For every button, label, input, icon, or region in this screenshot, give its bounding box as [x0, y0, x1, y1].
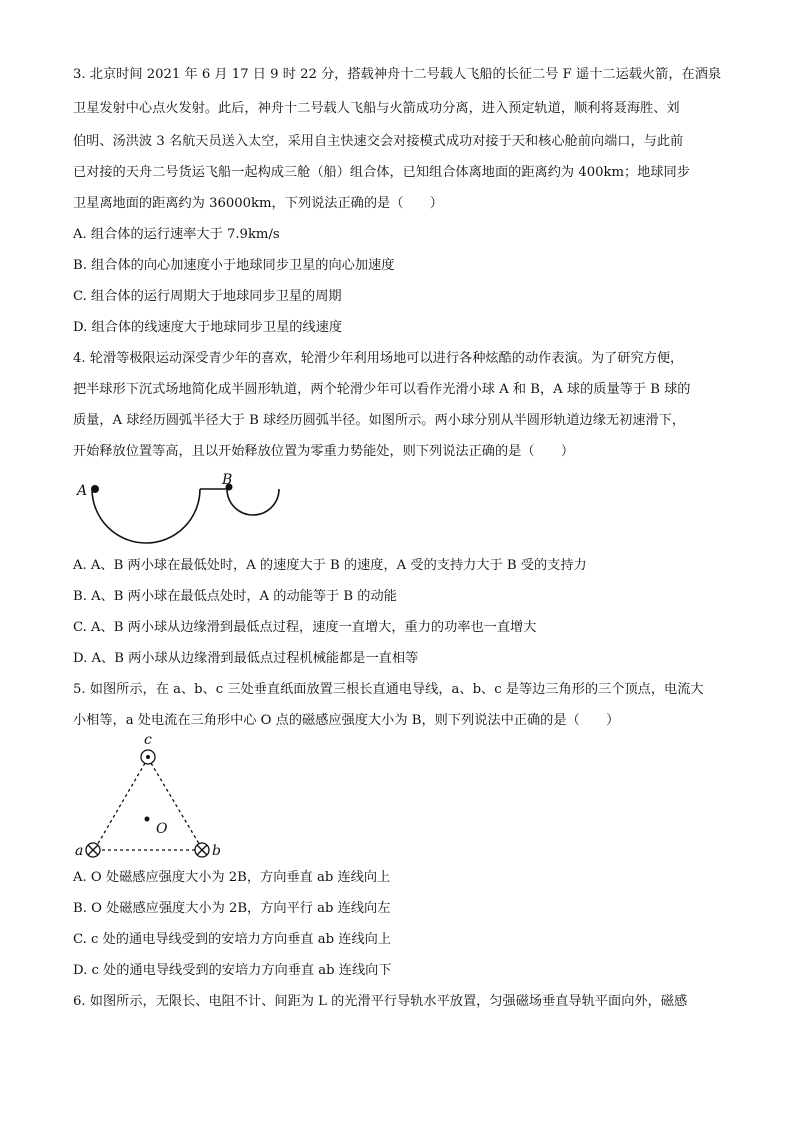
q3-line-1: 3. 北京时间 2021 年 6 月 17 日 9 时 22 分，搭载神舟十二号载人飞船的长征二号 F 遥十二运载火箭，在酒泉	[73, 67, 722, 82]
center-point-o	[145, 817, 150, 822]
q5-option-d: D. c 处的通电导线受到的安培力方向垂直 ab 连线向下	[73, 963, 392, 978]
q4-line-3: 质量，A 球经历圆弧半径大于 B 球经历圆弧半径。如图所示。两小球分别从半圆形轨道边缘无初速滑下，	[73, 413, 686, 428]
label-a: A	[77, 483, 88, 499]
q5-option-b: B. O 处磁感应强度大小为 2B，方向平行 ab 连线向左	[73, 901, 391, 916]
q5-line-1: 5. 如图所示，在 a、b、c 三处垂直纸面放置三根长直通电导线，a、b、c 是等边三角形的三个顶点，电流大	[73, 682, 704, 697]
q4-option-b: B. A、B 两小球在最低点处时，A 的动能等于 B 的动能	[73, 589, 397, 604]
q4-line-4: 开始释放位置等高，且以开始释放位置为零重力势能处，则下列说法正确的是（ ）	[73, 444, 575, 459]
label-a: a	[75, 843, 84, 859]
side-ca	[96, 758, 148, 847]
q4-line-2: 把半球形下沉式场地简化成半圆形轨道，两个轮滑少年可以看作光滑小球 A 和 B，A 球的质量等于 B 球的	[73, 382, 691, 397]
q5-option-a: A. O 处磁感应强度大小为 2B，方向垂直 ab 连线向上	[73, 870, 391, 885]
q3-option-a: A. 组合体的运行速率大于 7.9km/s	[73, 227, 280, 242]
q3-line-4: 已对接的天舟二号货运飞船一起构成三舱（船）组合体，已知组合体离地面的距离约为 400km；地球同步	[73, 165, 690, 180]
q5-triangle-figure	[70, 733, 230, 863]
q4-track-figure	[70, 468, 290, 548]
small-semicircle-track	[227, 489, 279, 515]
label-c: c	[144, 732, 152, 748]
q5-option-c: C. c 处的通电导线受到的安培力方向垂直 ab 连线向上	[73, 932, 392, 947]
label-b: b	[212, 843, 221, 859]
q3-line-2: 卫星发射中心点火发射。此后，神舟十二号载人飞船与火箭成功分离，进入预定轨道，顺利将聂海胜、刘	[73, 101, 680, 116]
label-b: B	[222, 472, 233, 488]
q3-option-b: B. 组合体的向心加速度小于地球同步卫星的向心加速度	[73, 258, 395, 273]
q6-line-1: 6. 如图所示，无限长、电阻不计、间距为 L 的光滑平行导轨水平放置，匀强磁场垂直导轨平面向外，磁感	[73, 994, 688, 1009]
label-o: O	[156, 821, 168, 837]
ball-a	[91, 485, 99, 493]
q3-option-d: D. 组合体的线速度大于地球同步卫星的线速度	[73, 320, 343, 335]
q4-line-1: 4. 轮滑等极限运动深受青少年的喜欢，轮滑少年利用场地可以进行各种炫酷的动作表演。为了研究方便，	[73, 351, 684, 366]
q3-line-5: 卫星离地面的距离约为 36000km，下列说法正确的是（ ）	[73, 196, 443, 211]
q5-line-2: 小相等，a 处电流在三角形中心 O 点的磁感应强度大小为 B，则下列说法中正确的是（ ）	[73, 713, 620, 728]
q4-option-d: D. A、B 两小球从边缘滑到最低点过程机械能都是一直相等	[73, 651, 419, 666]
q4-option-c: C. A、B 两小球从边缘滑到最低点过程，速度一直增大，重力的功率也一直增大	[73, 620, 537, 635]
q3-line-3: 伯明、汤洪波 3 名航天员送入太空，采用自主快速交会对接模式成功对接于天和核心舱前向端口，与此前	[73, 134, 684, 149]
q3-option-c: C. 组合体的运行周期大于地球同步卫星的周期	[73, 289, 342, 304]
q4-option-a: A. A、B 两小球在最低处时，A 的速度大于 B 的速度，A 受的支持力大于 B 受的支持力	[73, 558, 587, 573]
big-semicircle-track	[92, 489, 200, 543]
